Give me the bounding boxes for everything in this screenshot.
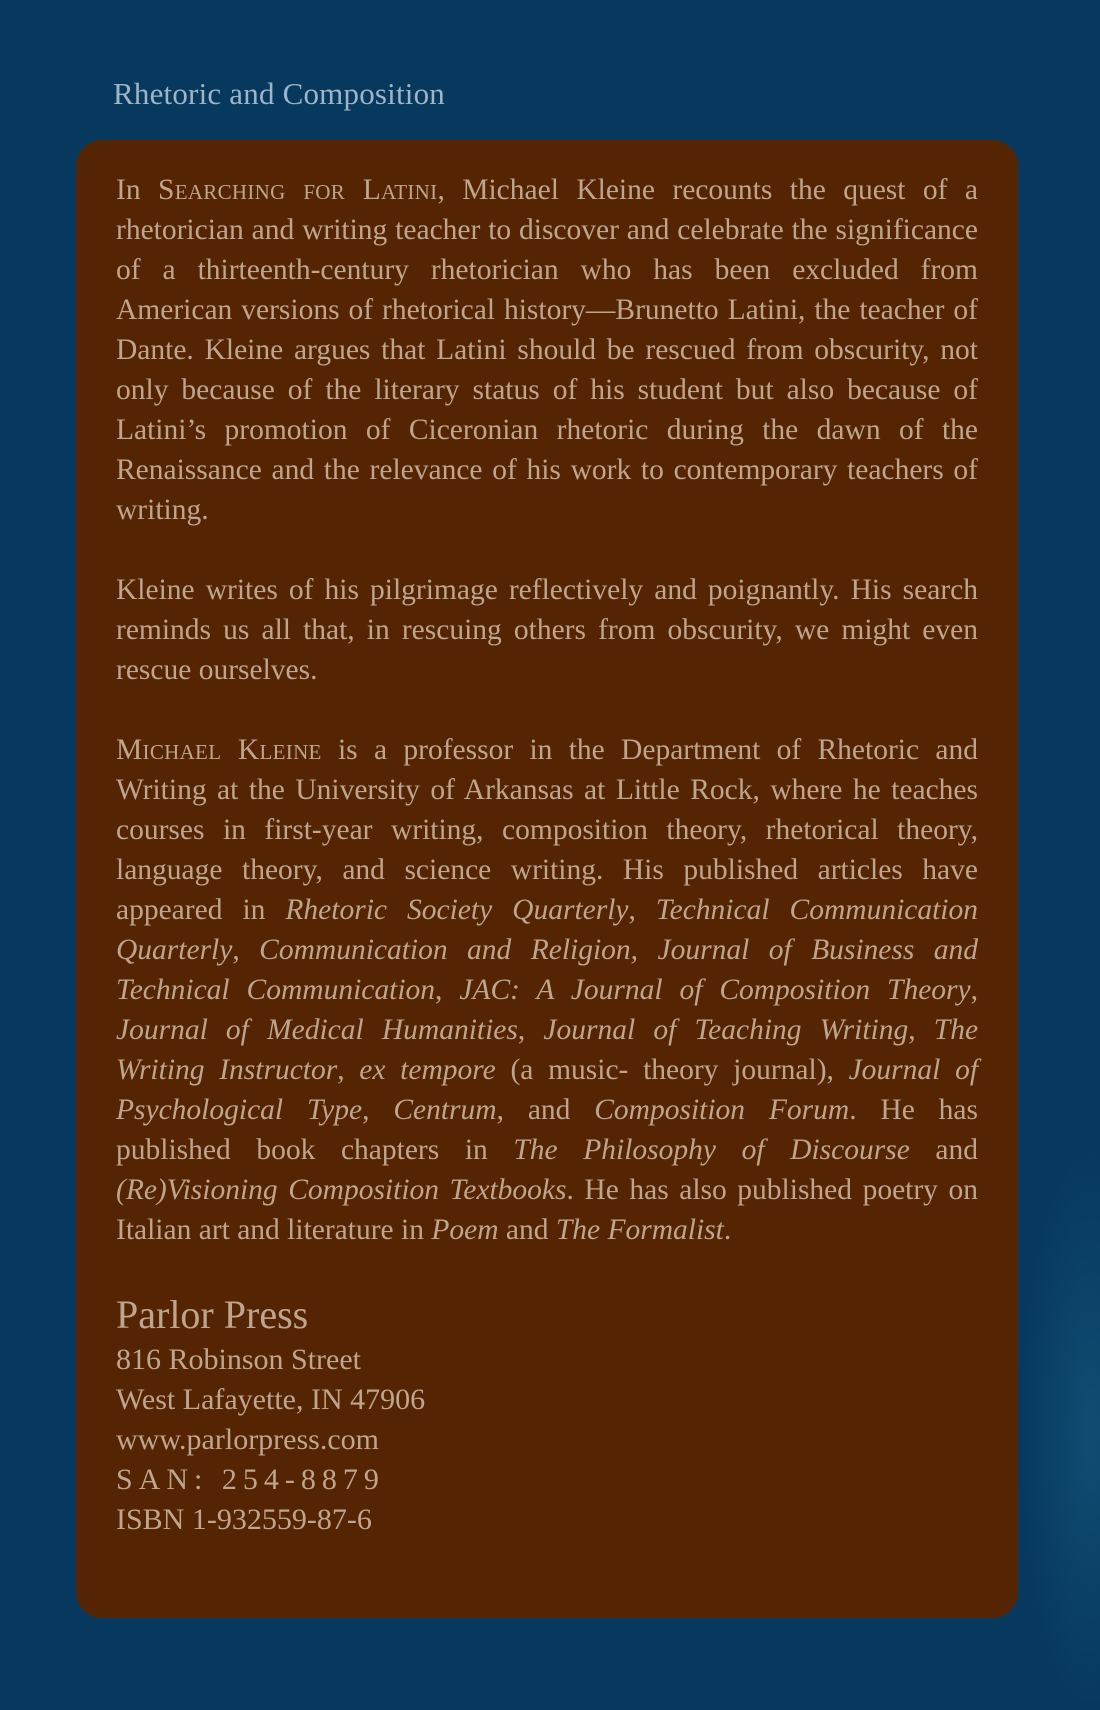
panel-content	[116, 170, 978, 1540]
description-panel	[76, 140, 1018, 1618]
bio-text: is a professor in the Department of Rhetoric and Writing at the University of Arkansas at Little Rock, where he teaches courses in first-year writing, composition theory, rhetorical theory, language theory, and science writing. His published articles have appeared in	[116, 734, 978, 926]
journal-title: Rhetoric Society Quarterly	[285, 894, 629, 926]
book-chapter-title: (Re)Visioning Composition Textbooks	[116, 1174, 567, 1206]
summary-lead: In	[116, 174, 158, 206]
journal-title: Composition Forum	[594, 1094, 850, 1126]
bio-separator: ,	[232, 934, 260, 966]
journal-title: Journal of Psychological Type	[116, 1054, 979, 1126]
journal-title: The Writing Instructor	[116, 1014, 979, 1086]
journal-title: Centrum	[393, 1094, 497, 1126]
publisher-block	[116, 1290, 978, 1540]
bio-separator: ,	[517, 1014, 544, 1046]
publisher-street: 816 Robinson Street	[116, 1343, 361, 1376]
bio-separator: .	[723, 1214, 732, 1246]
publisher-name: Parlor Press	[116, 1292, 309, 1337]
journal-title: Journal of Teaching Writing	[543, 1014, 909, 1046]
bio-separator: ,	[970, 974, 979, 1006]
category-label: Rhetoric and Composition	[113, 76, 445, 111]
book-chapter-title: The Philosophy of Discourse	[513, 1134, 910, 1166]
bio-separator: (a music- theory journal),	[495, 1054, 849, 1086]
journal-title: Communication and Religion, Journal of Business and Technical Communication	[116, 934, 978, 1006]
bio-separator: ,	[908, 1014, 934, 1046]
poetry-publication-title: The Formalist	[555, 1214, 724, 1246]
publisher-san: SAN: 254-8879	[116, 1463, 385, 1496]
book-title: Searching for Latini	[158, 174, 438, 206]
bio-separator: . He has published book chapters in	[116, 1094, 978, 1166]
bio-separator: and	[909, 1134, 979, 1166]
journal-title: JAC: A Journal of Composition Theory	[459, 974, 971, 1006]
bio-separator: ,	[362, 1094, 394, 1126]
author-name: Michael Kleine	[116, 734, 322, 766]
background-glow	[1020, 1150, 1100, 1710]
bio-separator: ,	[628, 894, 656, 926]
bio-separator: , and	[496, 1094, 595, 1126]
poetry-publication-title: Poem	[431, 1214, 499, 1246]
bio-separator: . He has also published poetry on Italian art and literature in	[116, 1174, 978, 1246]
publisher-city: West Lafayette, IN 47906	[116, 1383, 426, 1416]
publisher-website: www.parlorpress.com	[116, 1423, 379, 1456]
author-bio-paragraph	[116, 730, 978, 1250]
reflection-paragraph: Kleine writes of his pilgrimage reflectively and poignantly. His search reminds us all that, in rescuing others from obscurity, we might even rescue ourselves.	[116, 574, 978, 686]
journal-title: ex tempore	[359, 1054, 496, 1086]
journal-title: Journal of Medical Humanities	[116, 1014, 518, 1046]
summary-text: , Michael Kleine recounts the quest of a rhetorician and writing teacher to discover and celebrate the significance of a thirteenth-century rhetorician who has been excluded from American versions of rhetorical history—Brunetto Latini, the teacher of Dante. Kleine argues that Latini should be rescued from obscurity, not only because of the literary status of his student but also because of Latini’s promotion of Ciceronian rhetoric during the dawn of the Renaissance and the relevance of his work to contemporary teachers of writing.	[116, 174, 979, 526]
isbn: ISBN 1-932559-87-6	[116, 1503, 372, 1536]
bio-separator: and	[498, 1214, 556, 1246]
bio-separator: ,	[337, 1054, 360, 1086]
summary-paragraph	[116, 170, 978, 530]
journal-title: Technical Communication Quarterly	[116, 894, 978, 966]
bio-separator: ,	[435, 974, 460, 1006]
